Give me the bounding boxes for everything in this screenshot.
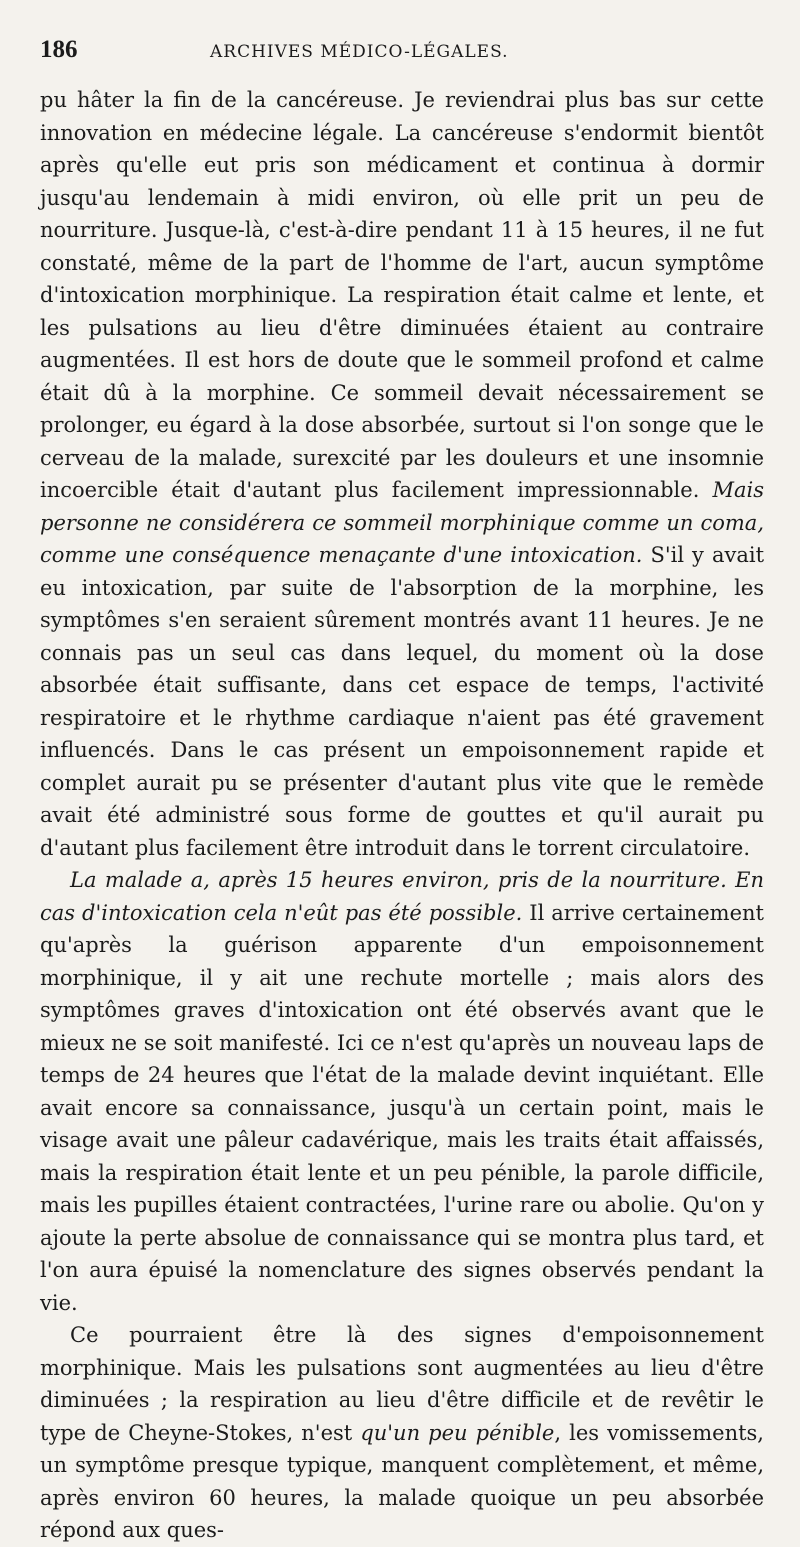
paragraph-3 (40, 1319, 764, 1547)
paragraph-1-text-c: S'il y avait eu intoxication, par suite de l'absorption de la morphine, les symptômes s'en seraient sûrement montrés avant 11 heures. Je ne connais pas un seul cas dans lequel, du moment où la dose absorbée était suffisante, dans cet espace de temps, l'activité respiratoire et le rhythme cardiaque n'aient pas été gravement influencés. Dans le cas présent un empoisonnement rapide et complet aurait pu se présenter d'autant plus vite que le remède avait été administré sous forme de gouttes et qu'il aurait pu d'autant plus facilement être introduit dans le torrent circulatoire. (40, 543, 765, 860)
journal-title: ARCHIVES MÉDICO-LÉGALES. (210, 42, 509, 62)
paragraph-2-italic: La malade a, après 15 heures environ, pris de la nourriture. En cas d'intoxication cela n'eût pas été possible. (40, 868, 764, 925)
body-text (40, 84, 764, 1547)
running-head (40, 36, 764, 84)
paragraph-3-text-a: Ce pourraient être là des signes d'empoisonnement morphinique. Mais les pulsations sont augmentées au lieu d'être diminuées ; la respiration au lieu d'être difficile et de revêtir le type de Cheyne-Stokes, n'est (40, 1323, 764, 1445)
paragraph-2-text-b: Il arrive certainement qu'après la guérison apparente d'un empoisonnement morphinique, il y ait une rechute mortelle ; mais alors des symptômes graves d'intoxication ont été observés avant que le mieux ne se soit manifesté. Ici ce n'est qu'après un nouveau laps de temps de 24 heures que l'état de la malade devint inquiétant. Elle avait encore sa connaissance, jusqu'à un certain point, mais le visage avait une pâleur cadavérique, mais les traits était affaissés, mais la respiration était lente et un peu pénible, la parole difficile, mais les pupilles étaient contractées, l'urine rare ou abolie. Qu'on y ajoute la perte absolue de connaissance qui se montra plus tard, et l'on aura épuisé la nomenclature des signes observés pendant la vie. (40, 900, 764, 1315)
paragraph-3-text-c: , les vomissements, un symptôme presque typique, manquent complètement, et même, après environ 60 heures, la malade quoique un peu absorbée répond aux ques- (40, 1420, 764, 1542)
paragraph-1 (40, 84, 764, 864)
page-number: 186 (40, 36, 78, 63)
paragraph-2 (40, 864, 764, 1319)
paragraph-1-text-a: pu hâter la fin de la cancéreuse. Je reviendrai plus bas sur cette innovation en médecine légale. La cancéreuse s'endormit bientôt après qu'elle eut pris son médicament et continua à dormir jusqu'au lendemain à midi environ, où elle prit un peu de nourriture. Jusque-là, c'est-à-dire pendant 11 à 15 heures, il ne fut constaté, même de la part de l'homme de l'art, aucun symptôme d'intoxication morphinique. La respiration était calme et lente, et les pulsations au lieu d'être diminuées étaient au contraire augmentées. Il est hors de doute que le sommeil profond et calme était dû à la morphine. Ce sommeil devait nécessairement se prolonger, eu égard à la dose absorbée, surtout si l'on songe que le cerveau de la malade, surexcité par les douleurs et une insomnie incoercible était d'autant plus facilement impressionnable. (40, 88, 764, 502)
paragraph-3-italic: qu'un peu pénible (360, 1420, 555, 1445)
paragraph-1-italic: Mais personne ne considérera ce sommeil morphinique comme un coma, comme une conséquence menaçante d'une intoxication. (40, 478, 764, 567)
